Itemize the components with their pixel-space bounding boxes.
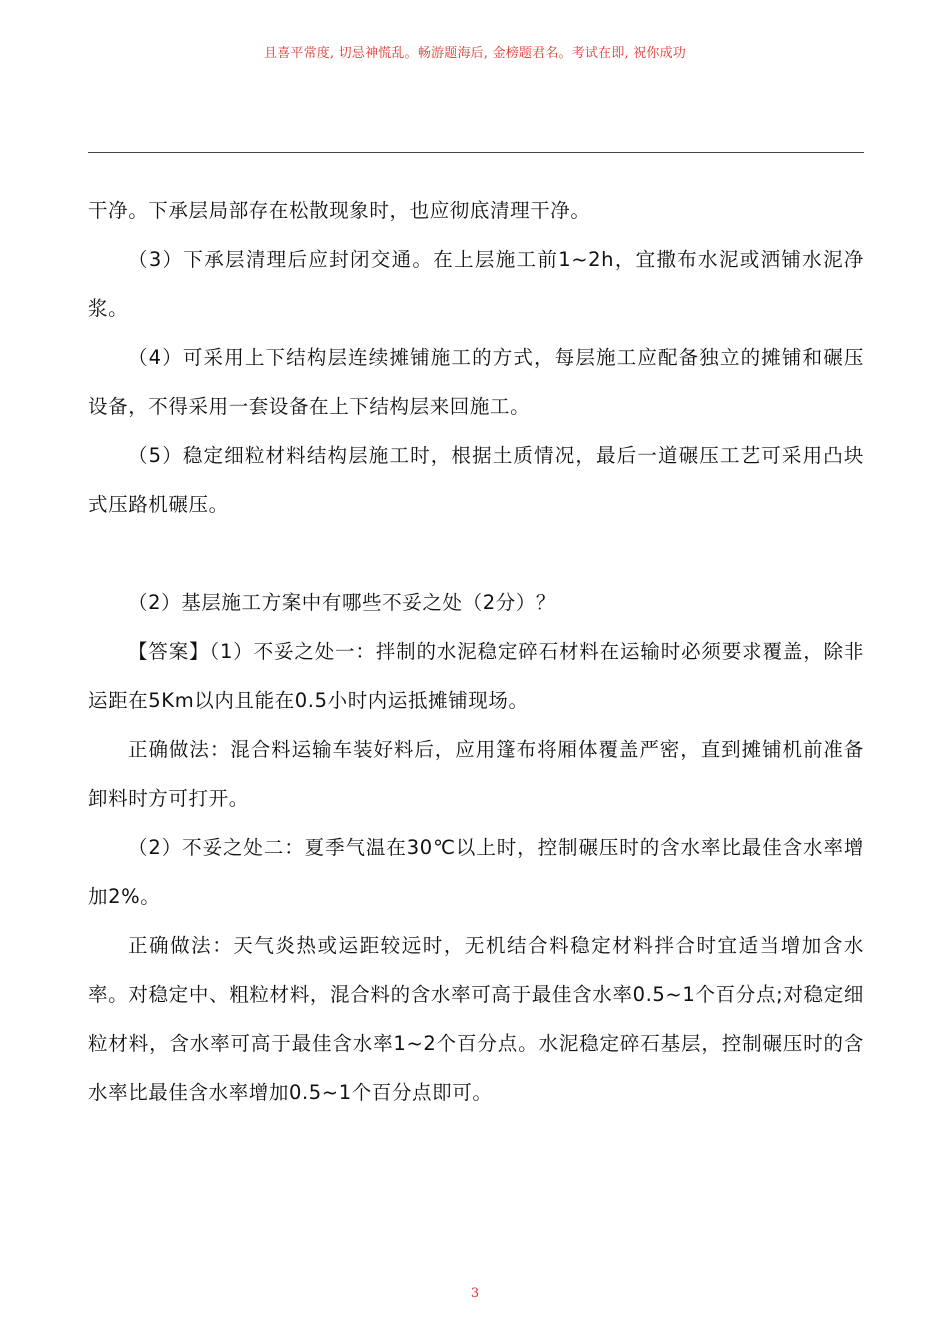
answer-point-2: （2）不妥之处二：夏季气温在30℃以上时，控制碾压时的含水率比最佳含水率增加2%。 xyxy=(88,836,864,908)
header-divider xyxy=(88,152,864,153)
document-body xyxy=(88,186,864,1117)
paragraph-item-5: （5）稳定细粒材料结构层施工时，根据土质情况，最后一道碾压工艺可采用凸块式压路机碾压。 xyxy=(88,444,864,516)
paragraph-item-4: （4）可采用上下结构层连续摊铺施工的方式，每层施工应配备独立的摊铺和碾压设备，不得采用一套设备在上下结构层来回施工。 xyxy=(88,346,864,418)
header-motto: 且喜平常度, 切忌神慌乱。畅游题海后, 金榜题君名。考试在即, 祝你成功 xyxy=(264,46,686,61)
page-number: 3 xyxy=(470,1286,480,1301)
correct-method-2: 正确做法：天气炎热或运距较远时，无机结合料稳定材料拌合时宜适当增加含水率。对稳定中、粗粒材料，混合料的含水率可高于最佳含水率0.5~1个百分点;对稳定细粒材料，含水率可高于最佳含水率1~2个百分点。水泥稳定碎石基层，控制碾压时的含水率比最佳含水率增加0.5~1个百分点即可。 xyxy=(88,934,864,1104)
paragraph-continuation: 干净。下承层局部存在松散现象时，也应彻底清理干净。 xyxy=(88,199,591,222)
paragraph-item-3: （3）下承层清理后应封闭交通。在上层施工前1~2h，宜撒布水泥或洒铺水泥净浆。 xyxy=(88,248,864,320)
correct-method-1: 正确做法：混合料运输车装好料后，应用篷布将厢体覆盖严密，直到摊铺机前准备卸料时方可打开。 xyxy=(88,738,864,810)
question-heading: （2）基层施工方案中有哪些不妥之处（2分）？ xyxy=(128,591,557,614)
answer-point-1: 【答案】（1）不妥之处一：拌制的水泥稳定碎石材料在运输时必须要求覆盖，除非运距在5Km以内且能在0.5小时内运抵摊铺现场。 xyxy=(88,640,864,712)
paragraph-spacer xyxy=(88,529,864,578)
